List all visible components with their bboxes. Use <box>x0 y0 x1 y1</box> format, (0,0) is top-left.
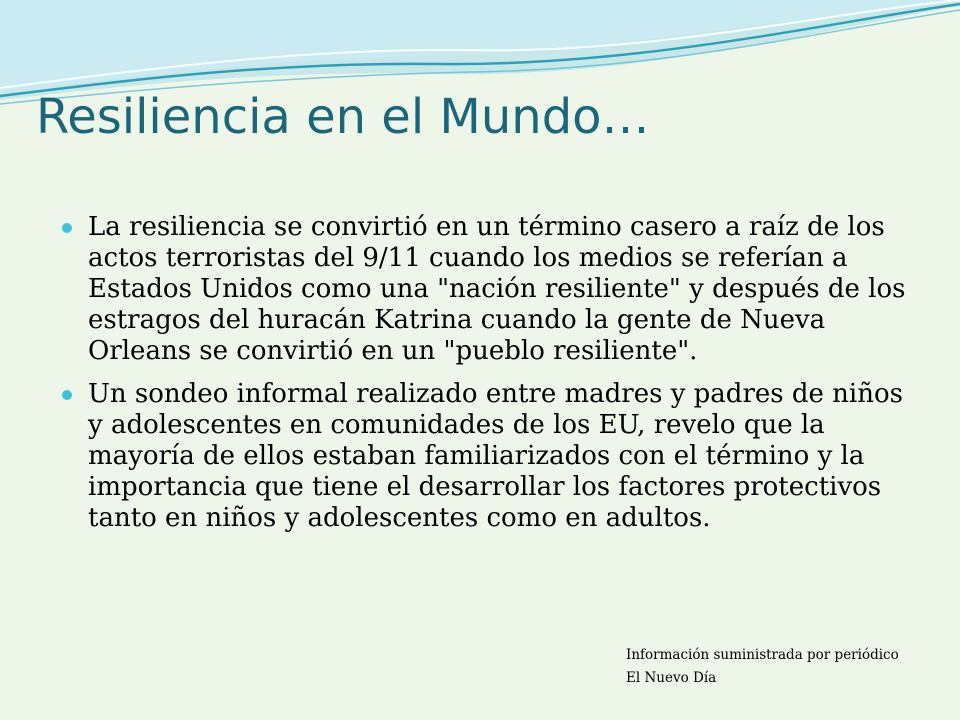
bullet-item <box>62 212 922 367</box>
source-line-1: Información suministrada por periódico <box>626 647 899 663</box>
slide-title: Resiliencia en el Mundo… <box>36 89 650 145</box>
bullet-text: La resiliencia se convirtió en un término casero a raíz de los actos terroristas del 9/11 cuando los medios se referían a Estados Unidos como una "nación resiliente" y después de los estragos del huracán Katrina cuando la gente de Nueva Orleans se convirtió en un "pueblo resiliente". <box>88 212 906 366</box>
bullet-dot-icon <box>62 390 72 400</box>
source-credit <box>626 644 936 690</box>
source-line-2: El Nuevo Día <box>626 670 717 686</box>
bullet-text: Un sondeo informal realizado entre madres y padres de niños y adolescentes en comunidades de los EU, revelo que la mayoría de ellos estaban familiarizados con el término y la importancia que tiene el desarrollar los factores protectivos tanto en niños y adolescentes como en adultos. <box>88 379 903 533</box>
bullet-list <box>62 212 922 546</box>
bullet-dot-icon <box>62 223 72 233</box>
bullet-item <box>62 379 922 534</box>
